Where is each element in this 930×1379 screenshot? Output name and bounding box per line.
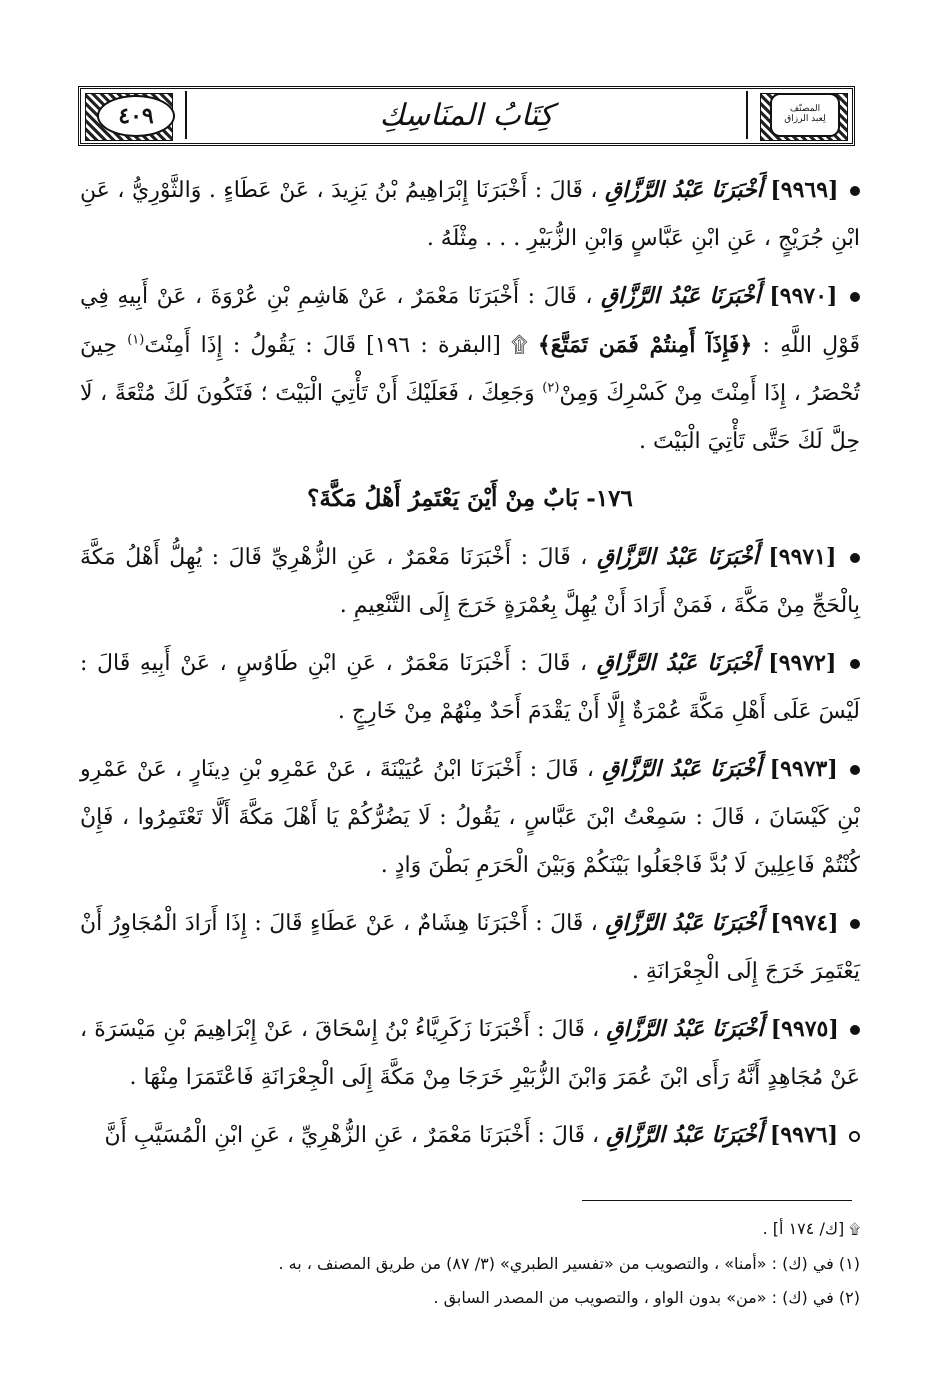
chapter-heading: ١٧٦- بَابٌ مِنْ أَيْنَ يَعْتَمِرُ أَهْلُ مَكَّةَ؟ bbox=[307, 485, 633, 512]
filled-circle-bullet-icon bbox=[850, 186, 860, 196]
hadith-9971 bbox=[80, 533, 860, 630]
footnote-1: (١) في (ك) : «أمنا» ، والتصويب من «تفسير الطبري» (٣/ ٨٧) من طريق المصنف ، به . bbox=[278, 1254, 860, 1273]
akhbarana: أَخْبَرَنَا عَبْدُ الرَّزَّاقِ bbox=[596, 650, 759, 676]
akhbarana: أَخْبَرَنَا عَبْدُ الرَّزَّاقِ bbox=[606, 1122, 763, 1148]
akhbarana: أَخْبَرَنَا عَبْدُ الرَّزَّاقِ bbox=[602, 756, 762, 782]
hadith-ref: [٩٩٧٤] bbox=[770, 910, 839, 936]
hadith-text: ، قَالَ : أَخْبَرَنَا مَعْمَرٌ ، عَنِ ابْنِ طَاوُسٍ ، عَنْ أَبِيهِ قَالَ : لَيْسَ عَلَى أَهْلِ مَكَّةَ عُمْرَةٌ إِلَّا أَنْ يَقْدَمَ أَحَدٌ مِنْهُمْ مِنْ خَارِجٍ . bbox=[80, 651, 860, 724]
hadith-9969 bbox=[80, 166, 860, 263]
manuscript-note bbox=[160, 1212, 860, 1247]
hadith-ref: [٩٩٦٩] bbox=[770, 177, 839, 203]
hadith-ref: [٩٩٧٣] bbox=[769, 756, 838, 782]
hadith-9975 bbox=[80, 1005, 860, 1102]
book-badge bbox=[770, 93, 840, 137]
akhbarana: أَخْبَرَنَا عَبْدُ الرَّزَّاقِ bbox=[600, 283, 761, 309]
hadith-ref: [٩٩٧٦] bbox=[769, 1122, 838, 1148]
hadith-9973 bbox=[80, 745, 860, 890]
hadith-text: ، قَالَ : أَخْبَرَنَا مَعْمَرٌ ، عَنِ الزُّهْرِيِّ قَالَ : يُهِلُّ أَهْلُ مَكَّةَ بِالْحَجِّ مِنْ مَكَّةَ ، فَمَنْ أَرَادَ أَنْ يُهِلَّ بِعُمْرَةٍ خَرَجَ إِلَى التَّنْعِيمِ . bbox=[80, 545, 860, 618]
book-badge-bottom: لِعبد الرزاق bbox=[784, 114, 826, 124]
akhbarana: أَخْبَرَنَا عَبْدُ الرَّزَّاقِ bbox=[596, 544, 759, 570]
page-number: ٤٠٩ bbox=[97, 95, 175, 137]
hadith-9970 bbox=[80, 272, 860, 466]
hollow-circle-bullet-icon bbox=[849, 1131, 860, 1142]
quran-verse: ﴿فَإِذَآ أَمِنتُمْ فَمَن تَمَتَّعَ﴾ bbox=[537, 332, 753, 358]
hadith-9974 bbox=[80, 899, 860, 996]
hadith-text: ، قَالَ : أَخْبَرَنَا مَعْمَرٌ ، عَنِ الزُّهْرِيِّ ، عَنِ ابْنِ الْمُسَيَّبِ أَنَّ bbox=[104, 1123, 600, 1148]
hadith-text: ، قَالَ : أَخْبَرَنَا ابْنُ عُيَيْنَةَ ، عَنْ عَمْرِو بْنِ دِينَارٍ ، عَنْ عَمْرِو بْنِ كَيْسَانَ ، قَالَ : سَمِعْتُ ابْنَ عَبَّاسٍ ، يَقُولُ : لَا يَضُرُّكُمْ يَا أَهْلَ مَكَّةَ أَلَّا تَعْتَمِرُوا ، فَإِنْ كُنْتُمْ فَاعِلِينَ لَا بُدَّ فَاجْعَلُوا بَيْنَكُمْ وَبَيْنَ الْحَرَمِ بَطْنَ وَادٍ . bbox=[80, 757, 860, 878]
akhbarana: أَخْبَرَنَا عَبْدُ الرَّزَّاقِ bbox=[605, 177, 763, 203]
hadith-text: ، قَالَ : أَخْبَرَنَا إِبْرَاهِيمُ بْنُ يَزِيدَ ، عَنْ عَطَاءٍ . وَالثَّوْرِيُّ ، عَنِ ابْنِ جُرَيْجٍ ، عَنِ ابْنِ عَبَّاسٍ وَابْنِ الزُّبَيْرِ . . . مِثْلَهُ . bbox=[80, 178, 860, 251]
hadith-ref: [٩٩٧٥] bbox=[770, 1016, 839, 1042]
hadith-ref: [٩٩٧١] bbox=[768, 544, 837, 570]
akhbarana: أَخْبَرَنَا عَبْدُ الرَّزَّاقِ bbox=[605, 910, 763, 936]
hadith-text: ، قَالَ : أَخْبَرَنَا زَكَرِيَّاءُ بْنُ إِسْحَاقَ ، عَنْ إِبْرَاهِيمَ بْنِ مَيْسَرَةَ ، عَنْ مُجَاهِدٍ أَنَّهُ رَأَى ابْنَ عُمَرَ وَابْنَ الزُّبَيْرِ خَرَجَا مِنْ مَكَّةَ إِلَى الْجِعْرَانَةِ فَاعْتَمَرَا مِنْهَا . bbox=[80, 1017, 860, 1090]
hadith-text: ، قَالَ : أَخْبَرَنَا هِشَامٌ ، عَنْ عَطَاءٍ قَالَ : إِذَا أَرَادَ الْمُجَاوِرُ أَنْ يَعْتَمِرَ خَرَجَ إِلَى الْجِعْرَانَةِ . bbox=[80, 911, 860, 984]
footnotes bbox=[160, 1212, 860, 1315]
hadith-9976 bbox=[80, 1111, 860, 1160]
filled-circle-bullet-icon bbox=[850, 553, 860, 563]
footnote-marker-1[interactable]: (١) bbox=[127, 332, 145, 348]
book-badge-top: المصنّف bbox=[789, 104, 821, 115]
book-title: كِتَابُ المنَاسِكِ bbox=[379, 97, 554, 133]
hadith-ref: [٩٩٧٢] bbox=[768, 650, 837, 676]
sajdah-mark-icon: ۩ bbox=[849, 1222, 860, 1238]
page-header bbox=[78, 86, 855, 146]
hadith-text-a: ، قَالَ : أَخْبَرَنَا مَعْمَرٌ ، عَنْ هَاشِمِ بْنِ عُرْوَةَ ، عَنْ أَبِيهِ فِي قَوْلِ اللَّهِ : bbox=[80, 284, 861, 358]
filled-circle-bullet-icon bbox=[850, 1025, 860, 1035]
filled-circle-bullet-icon bbox=[850, 765, 860, 775]
title-frame bbox=[185, 91, 748, 139]
filled-circle-bullet-icon bbox=[850, 292, 860, 302]
page-body bbox=[80, 166, 860, 1169]
hadith-ref: [٩٩٧٠] bbox=[769, 283, 838, 309]
hadith-9972 bbox=[80, 639, 860, 736]
hadith-text-b: ۩ [البقرة : ١٩٦] قَالَ : يَقُولُ : إِذَا أَمِنْتَ bbox=[144, 333, 528, 358]
footnote-2: (٢) في (ك) : «من» بدون الواو ، والتصويب من المصدر السابق . bbox=[433, 1288, 860, 1307]
footnote-marker-2[interactable]: (٢) bbox=[542, 380, 560, 396]
akhbarana: أَخْبَرَنَا عَبْدُ الرَّزَّاقِ bbox=[606, 1016, 764, 1042]
hadith-text-c: حِينَ تُحْصَرُ ، إِذَا أَمِنْتَ مِنْ كَسْرِكَ وَمِنْ bbox=[80, 333, 860, 406]
filled-circle-bullet-icon bbox=[850, 919, 860, 929]
filled-circle-bullet-icon bbox=[850, 659, 860, 669]
footnote-divider bbox=[582, 1200, 852, 1201]
manuscript-ref: [ك/ ١٧٤ أ] . bbox=[762, 1219, 845, 1238]
hadith-text-d: وَجَعِكَ ، فَعَلَيْكَ أَنْ تَأْتِيَ الْبَيْتَ ؛ فَتَكُونَ لَكَ مُتْعَةً ، لَا حِلَّ لَكَ حَتَّى تَأْتِيَ الْبَيْتَ . bbox=[80, 381, 860, 454]
